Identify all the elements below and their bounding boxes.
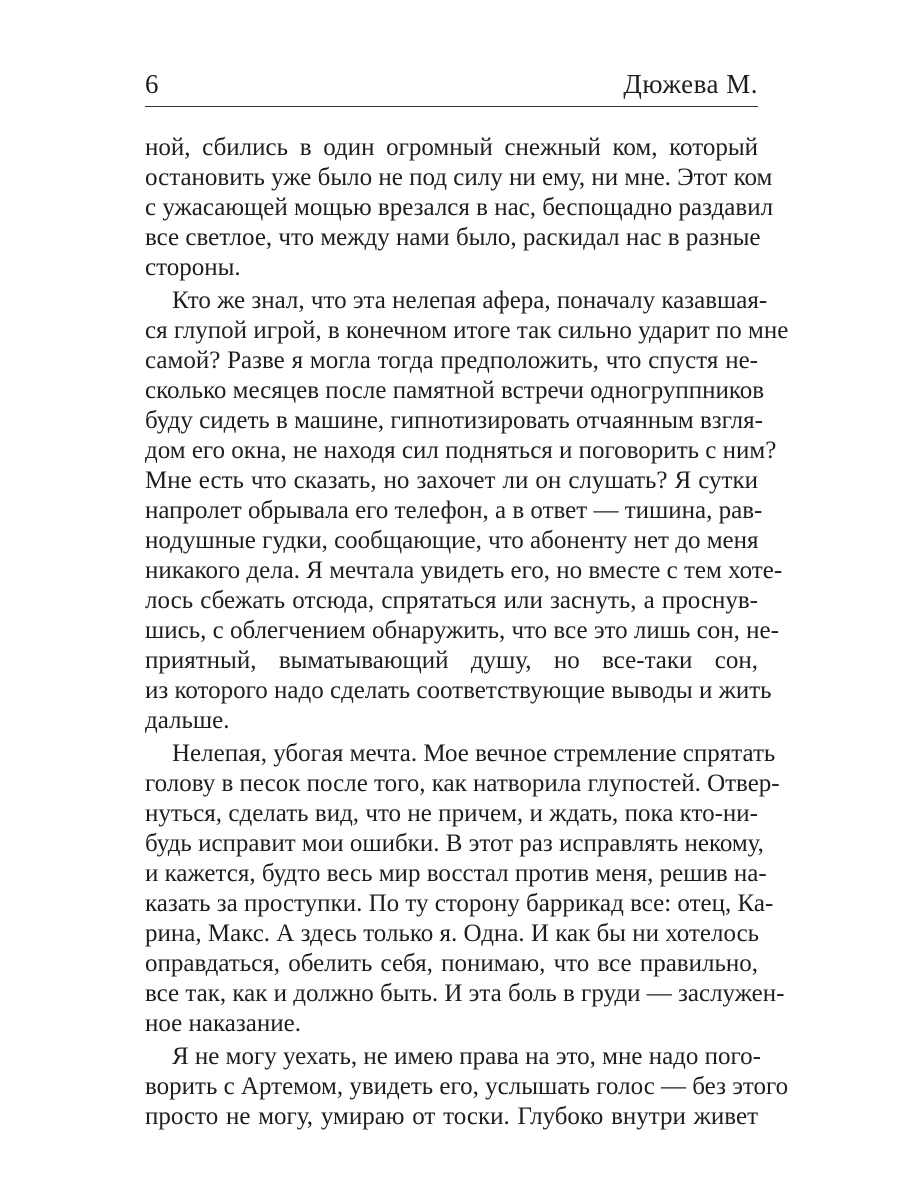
text-line: оправдаться, обелить себя, понимаю, что все правильно, — [145, 950, 758, 977]
text-line: буду сидеть в машине, гипнотизировать отчаянным взгля- — [145, 407, 763, 434]
text-line: будь исправит мои ошибки. В этот раз исправлять некому, — [145, 830, 764, 857]
page-number: 6 — [145, 69, 159, 99]
text-line: никакого дела. Я мечтала увидеть его, но вместе с тем хоте- — [145, 557, 783, 584]
text-line: ся глупой игрой, в конечном итоге так сильно ударит по мне — [145, 317, 789, 344]
text-line: Мне есть что сказать, но захочет ли он слушать? Я сутки — [145, 467, 758, 494]
text-line: голову в песок после того, как натворила глупостей. Отвер- — [145, 770, 780, 797]
text-line: просто не могу, умираю от тоски. Глубоко внутри живет — [145, 1103, 758, 1130]
text-line: все так, как и должно быть. И эта боль в груди — заслужен- — [145, 980, 785, 1007]
text-line: ное наказание. — [145, 1010, 301, 1037]
text-line: ворить с Артемом, увидеть его, услышать голос — без этого — [145, 1073, 789, 1100]
text-line: приятный, выматывающий душу, но все-таки сон, — [145, 647, 758, 674]
text-line: Нелепая, убогая мечта. Мое вечное стремление спрятать — [172, 740, 776, 767]
text-line: дом его окна, не находя сил подняться и поговорить с ним? — [145, 437, 777, 464]
text-line: Я не могу уехать, не имею права на это, мне надо пого- — [172, 1043, 761, 1070]
text-line: шись, с облегчением обнаружить, что все это лишь сон, не- — [145, 617, 779, 644]
text-line: с ужасающей мощью врезался в нас, беспощадно раздавил — [145, 194, 774, 221]
header-rule — [145, 106, 758, 107]
text-line: и кажется, будто весь мир восстал против меня, решив на- — [145, 860, 767, 887]
text-line: рина, Макс. А здесь только я. Одна. И как бы ни хотелось — [145, 920, 760, 947]
text-line: нодушные гудки, сообщающие, что абоненту нет до меня — [145, 527, 759, 554]
running-head — [145, 66, 758, 102]
text-line: все светлое, что между нами было, раскидал нас в разные — [145, 224, 761, 251]
text-line: казать за проступки. По ту сторону баррикад все: отец, Ка- — [145, 890, 774, 917]
text-line: остановить уже было не под силу ни ему, ни мне. Этот ком — [145, 164, 773, 191]
running-head-author: Дюжева М. — [623, 69, 758, 99]
text-line: сколько месяцев после памятной встречи одногруппников — [145, 377, 765, 404]
text-line: ной, сбились в один огромный снежный ком, который — [145, 134, 758, 161]
text-line: самой? Разве я могла тогда предположить, что спустя не- — [145, 347, 758, 374]
text-line: нуться, сделать вид, что не причем, и ждать, пока кто-ни- — [145, 800, 758, 827]
text-line: Кто же знал, что эта нелепая афера, поначалу казавшая- — [172, 287, 768, 314]
text-line: из которого надо сделать соответствующие выводы и жить — [145, 677, 772, 704]
text-line: дальше. — [145, 707, 230, 734]
text-line: стороны. — [145, 254, 241, 281]
text-line: напролет обрывала его телефон, а в ответ — тишина, рав- — [145, 497, 763, 524]
text-line: лось сбежать отсюда, спрятаться или заснуть, а проснув- — [145, 587, 758, 614]
